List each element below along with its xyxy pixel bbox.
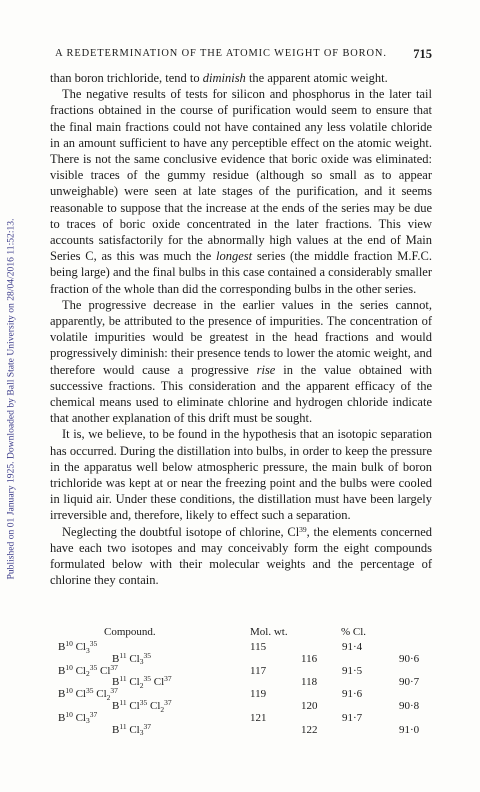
compound-formula: $B^{10}$ $Cl_3^{35}$ <box>58 639 98 655</box>
body-text <box>50 70 432 589</box>
chlorine-count: 3 <box>86 645 90 655</box>
mol-wt-column-header: Mol. wt. <box>250 626 288 638</box>
compound-formula: $B^{10}$ Cl$^{35}$ $Cl_2^{37}$ <box>58 686 118 702</box>
chlorine-isotope: 35 <box>143 650 151 660</box>
compound-formula: $B^{11}$ Cl$^{35}$ $Cl_2^{37}$ <box>112 698 172 714</box>
compound-formula: $B^{11}$ $Cl_3^{35}$ <box>112 650 151 667</box>
chlorine-isotope: 35 <box>89 639 98 648</box>
mol-wt-value: 118 <box>301 676 318 689</box>
paragraph <box>50 70 432 86</box>
chlorine-count: 3 <box>139 728 144 738</box>
mol-wt-value: 121 <box>250 711 267 724</box>
paragraph <box>50 86 432 297</box>
chlorine-isotope: 37 <box>110 662 118 672</box>
compound-formula: $B^{11}$ $Cl_3^{37}$ <box>112 721 151 738</box>
boron-isotope: 11 <box>119 650 127 660</box>
percent-cl-value: 90·6 <box>399 652 420 665</box>
mol-wt-value: 120 <box>301 700 318 712</box>
text-run: in the value obtained with successive fractions. This consideration and the apparent efficacy of the chemical means used to eliminate chlorine and hydrogen chloride indicate that another explanation of this drift must be sought. <box>50 362 432 426</box>
compound-formula: $B^{11}$ $Cl_2^{35}$ Cl$^{37}$ <box>112 674 172 690</box>
download-notice-sidebar <box>0 86 22 712</box>
text-run: It is, we believe, to be found in the hypothesis that an isotopic separation has occurred. During the distillation into bulbs, in order to keep the pressure in the apparatus well below atmospheric pressure, the main bulk of boron trichloride was kept at or near the freezing point and the bulbs were cooled in liquid air. Under these conditions, the distillation must have been largely irreversible and, therefore, likely to effect such a separation. <box>50 427 432 523</box>
mol-wt-value: 117 <box>250 664 267 677</box>
paragraph <box>50 524 432 589</box>
running-title: A REDETERMINATION OF THE ATOMIC WEIGHT OF BORON. <box>55 48 387 59</box>
chlorine-isotope: 35 <box>139 698 148 707</box>
compound-formula: $B^{10}$ $Cl_3^{37}$ <box>58 709 98 726</box>
boron-isotope: 10 <box>65 662 73 672</box>
mol-wt-value: 116 <box>301 652 318 665</box>
download-notice-text: Published on 01 January 1925. Downloaded by Ball State University on 28/04/2016 11:52:13. <box>5 218 17 580</box>
isotope-superscript: 39 <box>299 524 307 534</box>
text-run: The negative results of tests for silicon and phosphorus in the later tail fractions obtained in the course of purification would seem to ensure that the final main fractions could not have contained any less volatile chloride in an amount sufficient to have any perceptible effect on the atomic weight. There is not the same conclusive evidence that boric oxide was eliminated: visible traces of the gummy residue (although so small as to appear unweighable) were seen at late stages of the purification, and it seems reasonable to suppose that the increase at the ends of the series may be due to traces of boric oxide concentrated in the later fractions. This view accounts satisfactorily for the abnormally high values at the end of Main Series C, as this was much the <box>50 87 432 264</box>
mol-wt-value: 119 <box>250 688 267 701</box>
boron-isotope: 11 <box>119 698 127 707</box>
percent-cl-value: 90·8 <box>399 700 420 712</box>
percent-cl-value: 91·7 <box>342 711 363 724</box>
boron-isotope: 10 <box>65 639 73 648</box>
chlorine-count: 2 <box>160 704 165 714</box>
chlorine-isotope: 37 <box>143 721 151 731</box>
boron-isotope: 11 <box>119 674 127 684</box>
paragraph <box>50 426 432 523</box>
chlorine-count: 2 <box>139 680 144 690</box>
boron-isotope: 10 <box>65 709 73 719</box>
chlorine-isotope: 37 <box>89 709 98 719</box>
chlorine-count: 2 <box>106 692 111 702</box>
page-header <box>50 48 432 64</box>
chlorine-count: 2 <box>86 669 90 679</box>
text-run: Neglecting the doubtful isotope of chlorine, Cl <box>62 524 300 539</box>
chlorine-isotope: 35 <box>86 686 94 696</box>
emphasis-text: rise <box>256 362 276 377</box>
chlorine-isotope: 35 <box>143 674 151 684</box>
chlorine-count: 3 <box>86 716 90 726</box>
emphasis-text: diminish <box>202 71 246 85</box>
compound-column-header: Compound. <box>104 626 156 638</box>
percent-cl-value: 91·0 <box>399 723 420 736</box>
page-number: 715 <box>413 47 432 61</box>
percent-cl-value: 90·7 <box>399 676 420 689</box>
text-run: than boron trichloride, tend to <box>50 71 203 85</box>
chlorine-isotope: 37 <box>164 698 172 707</box>
percent-cl-value: 91·5 <box>342 664 363 677</box>
paragraph <box>50 297 432 427</box>
emphasis-text: longest <box>216 249 253 264</box>
text-run: , the elements concerned have each two isotopes and may conceivably form the eight compounds formulated below with their molecular weights and the percentage of chlorine they contain. <box>50 524 432 588</box>
compound-formula: $B^{10}$ $Cl_2^{35}$ Cl$^{37}$ <box>58 662 118 679</box>
mol-wt-value: 115 <box>250 641 267 653</box>
mol-wt-value: 122 <box>301 723 318 736</box>
percent-cl-column-header: % Cl. <box>341 626 367 638</box>
boron-isotope: 11 <box>119 721 127 731</box>
chlorine-isotope: 37 <box>164 674 172 684</box>
text-run: The progressive decrease in the earlier values in the series cannot, apparently, be attributed to the presence of impurities. The concentration of volatile impurities would be greatest in the head fractions and would progressively diminish: their presence tends to lower the atomic weight, and therefore would cause a progressive <box>50 297 432 377</box>
chlorine-isotope: 35 <box>89 662 98 672</box>
percent-cl-value: 91·4 <box>342 641 363 653</box>
compound-table <box>50 626 432 786</box>
text-run: the apparent atomic weight. <box>245 71 388 85</box>
percent-cl-value: 91·6 <box>342 688 363 701</box>
text-run: series (the middle fraction M.F.C. being large) and the final bulbs in this case contained a considerably smaller fraction of the whole than did the corresponding bulbs in the other series. <box>50 249 432 296</box>
chlorine-isotope: 37 <box>110 686 118 696</box>
boron-isotope: 10 <box>65 686 73 696</box>
chlorine-count: 3 <box>139 657 144 667</box>
